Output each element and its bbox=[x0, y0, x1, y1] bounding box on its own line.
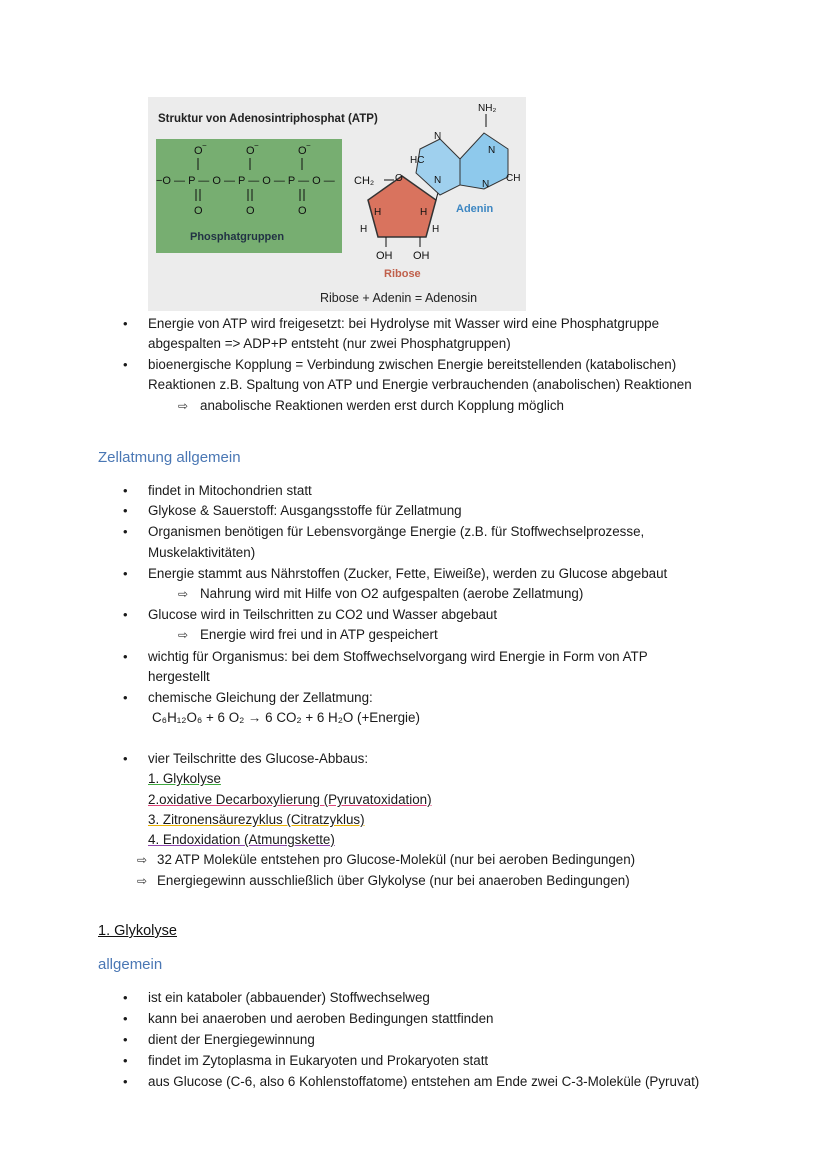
list-item: hergestellt bbox=[148, 669, 210, 684]
svg-text:H: H bbox=[432, 224, 440, 235]
bullet-icon: • bbox=[123, 1011, 128, 1026]
arrow-icon: ⇨ bbox=[137, 853, 148, 867]
svg-text:−O — P — O — P — O — P — O —: −O — P — O — P — O — P — O — bbox=[156, 175, 335, 187]
bullet-icon: • bbox=[123, 566, 128, 581]
list-item: findet in Mitochondrien statt bbox=[148, 483, 312, 498]
arrow-icon: ⇨ bbox=[178, 587, 189, 601]
phosphate-label: Phosphatgruppen bbox=[190, 231, 285, 243]
svg-text:O: O bbox=[246, 145, 255, 157]
svg-text:H: H bbox=[420, 207, 428, 218]
step-atmungskette: 4. Endoxidation (Atmungskette) bbox=[148, 832, 335, 847]
svg-text:O: O bbox=[194, 145, 203, 157]
svg-text:O: O bbox=[395, 173, 403, 184]
svg-text:H: H bbox=[360, 224, 368, 235]
list-item: findet im Zytoplasma in Eukaryoten und Prokaryoten statt bbox=[148, 1053, 489, 1068]
list-item: vier Teilschritte des Glucose-Abbaus: bbox=[148, 751, 369, 766]
svg-text:N: N bbox=[434, 175, 442, 186]
ribose-label: Ribose bbox=[384, 268, 421, 280]
step-glykolyse: 1. Glykolyse bbox=[148, 771, 221, 786]
adenine-ring-small bbox=[416, 139, 460, 195]
oh-label-1: OH bbox=[376, 250, 393, 262]
section-subheading: allgemein bbox=[98, 956, 163, 973]
section-heading: Zellatmung allgemein bbox=[98, 449, 241, 466]
adenine-label: Adenin bbox=[456, 203, 494, 215]
svg-text:O: O bbox=[298, 205, 307, 217]
list-item: Reaktionen z.B. Spaltung von ATP und Energie verbrauchenden (anabolischen) Reaktionen bbox=[148, 377, 692, 392]
svg-text:−: − bbox=[202, 141, 207, 150]
list-item: ⇨ Energie wird frei und in ATP gespeichert bbox=[178, 625, 438, 646]
figure-caption: Ribose + Adenin = Adenosin bbox=[320, 291, 478, 305]
step-citratzyklus: 3. Zitronensäurezyklus (Citratzyklus) bbox=[148, 812, 365, 827]
bullet-icon: • bbox=[123, 990, 128, 1005]
bullet-icon: • bbox=[123, 483, 128, 498]
nh2-label: NH₂ bbox=[478, 103, 497, 114]
glykolyse-title: 1. Glykolyse bbox=[98, 923, 177, 939]
list-item: Energie stammt aus Nährstoffen (Zucker, Fette, Eiweiße), werden zu Glucose abgebaut bbox=[148, 566, 668, 581]
svg-text:O: O bbox=[246, 205, 255, 217]
oh-label-2: OH bbox=[413, 250, 430, 262]
svg-text:−: − bbox=[254, 141, 259, 150]
bullet-icon: • bbox=[123, 1053, 128, 1068]
bullet-icon: • bbox=[123, 524, 128, 539]
figure-title: Struktur von Adenosintriphosphat (ATP) bbox=[158, 113, 378, 125]
list-item: bioenergische Kopplung = Verbindung zwischen Energie bereitstellenden (katabolischen) bbox=[148, 357, 677, 372]
svg-text:−: − bbox=[306, 141, 311, 150]
list-item: ⇨ Energiegewinn ausschließlich über Glykolyse (nur bei anaeroben Bedingungen) bbox=[137, 871, 630, 892]
list-item: Glucose wird in Teilschritten zu CO2 und Wasser abgebaut bbox=[148, 607, 498, 622]
bullet-icon: • bbox=[123, 503, 128, 518]
list-item: Muskelaktivitäten) bbox=[148, 545, 256, 560]
bullet-icon: • bbox=[123, 751, 128, 766]
list-item: aus Glucose (C-6, also 6 Kohlenstoffatome) entstehen am Ende zwei C-3-Moleküle (Pyruvat) bbox=[148, 1074, 700, 1089]
bullet-icon: • bbox=[123, 357, 128, 372]
list-item: Organismen benötigen für Lebensvorgänge Energie (z.B. für Stoffwechselprozesse, bbox=[148, 524, 645, 539]
bullet-icon: • bbox=[123, 690, 128, 705]
atp-structure-figure bbox=[148, 97, 526, 311]
list-item: chemische Gleichung der Zellatmung: bbox=[148, 690, 373, 705]
chemical-equation: C₆H₁₂O₆ + 6 O₂ → 6 CO₂ + 6 H₂O (+Energie) bbox=[152, 710, 420, 725]
list-item: ist ein kataboler (abbauender) Stoffwechselweg bbox=[148, 990, 430, 1005]
bullet-icon: • bbox=[123, 1074, 128, 1089]
bullet-icon: • bbox=[123, 607, 128, 622]
bullet-icon: • bbox=[123, 1032, 128, 1047]
svg-text:N: N bbox=[482, 179, 490, 190]
bullet-icon: • bbox=[123, 649, 128, 664]
svg-text:H: H bbox=[374, 207, 382, 218]
ch2-label: CH₂ bbox=[354, 175, 375, 187]
svg-text:N: N bbox=[488, 145, 496, 156]
list-item: abgespalten => ADP+P entsteht (nur zwei Phosphatgruppen) bbox=[148, 336, 511, 351]
list-item: ⇨ anabolische Reaktionen werden erst durch Kopplung möglich bbox=[178, 396, 564, 417]
arrow-icon: ⇨ bbox=[137, 874, 148, 888]
list-item: ⇨ 32 ATP Moleküle entstehen pro Glucose-Molekül (nur bei aeroben Bedingungen) bbox=[137, 850, 635, 871]
bullet-icon: • bbox=[123, 316, 128, 331]
arrow-icon: ⇨ bbox=[178, 399, 189, 413]
list-item: Energie von ATP wird freigesetzt: bei Hydrolyse mit Wasser wird eine Phosphatgruppe bbox=[148, 316, 660, 331]
svg-text:N: N bbox=[434, 131, 442, 142]
list-item: dient der Energiegewinnung bbox=[148, 1032, 315, 1047]
step-decarboxylierung: 2.oxidative Decarboxylierung (Pyruvatoxidation) bbox=[148, 792, 432, 807]
svg-text:HC: HC bbox=[410, 155, 425, 166]
svg-text:O: O bbox=[194, 205, 203, 217]
svg-text:CH: CH bbox=[506, 173, 521, 184]
list-item: wichtig für Organismus: bei dem Stoffwechselvorgang wird Energie in Form von ATP bbox=[148, 649, 648, 664]
list-item: kann bei anaeroben und aeroben Bedingungen stattfinden bbox=[148, 1011, 494, 1026]
list-item: Glykose & Sauerstoff: Ausgangsstoffe für Zellatmung bbox=[148, 503, 462, 518]
list-item: ⇨ Nahrung wird mit Hilfe von O2 aufgespalten (aerobe Zellatmung) bbox=[178, 584, 583, 605]
arrow-icon: ⇨ bbox=[178, 628, 189, 642]
svg-text:O: O bbox=[298, 145, 307, 157]
